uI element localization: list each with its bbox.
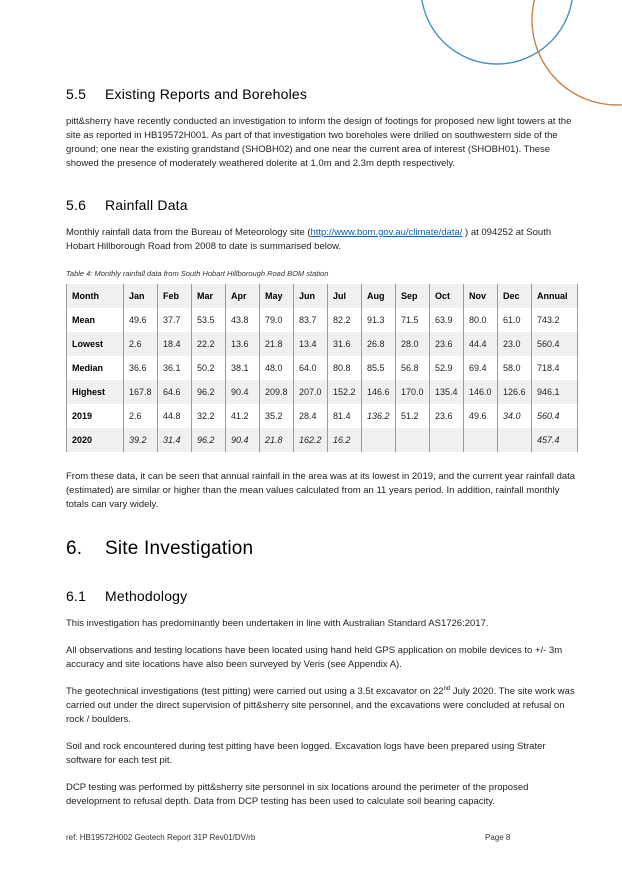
table-cell: 31.4 xyxy=(158,428,192,452)
table-header-cell: Feb xyxy=(158,284,192,308)
table-header-cell: Jan xyxy=(124,284,158,308)
table-cell: 96.2 xyxy=(192,380,226,404)
paragraph-rainfall-intro xyxy=(66,226,577,254)
table-cell: 22.2 xyxy=(192,332,226,356)
paragraph-methodology-3 xyxy=(66,685,577,727)
table-cell: 136.2 xyxy=(362,404,396,428)
paragraph-methodology-1: This investigation has predominantly been undertaken in line with Australian Standard AS1726:2017. xyxy=(66,618,489,629)
table-cell: 44.4 xyxy=(464,332,498,356)
bom-website-link[interactable]: http://www.bom.gov.au/climate/data/ xyxy=(310,227,463,238)
table-cell: 34.0 xyxy=(498,404,532,428)
table-cell: 49.6 xyxy=(124,308,158,332)
table-cell: 560.4 xyxy=(532,332,578,356)
table-cell: 28.0 xyxy=(396,332,430,356)
table-cell: 126.6 xyxy=(498,380,532,404)
table-row-label: Lowest xyxy=(67,332,124,356)
rainfall-intro-before-link: Monthly rainfall data from the Bureau of Meteorology site ( xyxy=(66,227,311,238)
table-row-label: Median xyxy=(67,356,124,380)
table-cell: 71.5 xyxy=(396,308,430,332)
table-cell xyxy=(464,428,498,452)
table-header-cell: Jul xyxy=(328,284,362,308)
table-cell: 31.6 xyxy=(328,332,362,356)
table-cell: 718.4 xyxy=(532,356,578,380)
table-cell: 207.0 xyxy=(294,380,328,404)
table-cell: 170.0 xyxy=(396,380,430,404)
rainfall-intro-after-link: ) at 094252 at South Hobart Hillborough Road from 2008 to date is summarised below. xyxy=(66,227,552,252)
table-cell: 2.6 xyxy=(124,332,158,356)
table-cell: 743.2 xyxy=(532,308,578,332)
table-cell: 23.6 xyxy=(430,404,464,428)
table-cell: 50.2 xyxy=(192,356,226,380)
table-header-cell: Month xyxy=(67,284,124,308)
heading-title: Site Investigation xyxy=(105,538,254,559)
table-cell: 51.2 xyxy=(396,404,430,428)
table-cell: 457.4 xyxy=(532,428,578,452)
heading-number: 5.6 xyxy=(66,197,87,213)
table-cell xyxy=(362,428,396,452)
table-cell: 26.8 xyxy=(362,332,396,356)
table-cell: 61.0 xyxy=(498,308,532,332)
heading-number: 5.5 xyxy=(66,86,87,102)
paragraph-methodology-5: DCP testing was performed by pitt&sherry site personnel in six locations around the perimeter of the proposed development to refusal depth. Data from DCP testing has been used to calculate soil bearing capacity. xyxy=(66,782,529,807)
table-cell: 2.6 xyxy=(124,404,158,428)
table-row xyxy=(67,380,578,404)
methodology-3-before-sup: The geotechnical investigations (test pitting) were carried out using a 3.5t excavator on 22 xyxy=(66,686,444,697)
table-cell: 80.0 xyxy=(464,308,498,332)
table-header-cell: Sep xyxy=(396,284,430,308)
heading-rainfall-data xyxy=(66,197,577,213)
table-row xyxy=(67,332,578,356)
table-cell: 18.4 xyxy=(158,332,192,356)
table-caption: Table 4: Monthly rainfall data from South Hobart Hillborough Road BOM station xyxy=(66,269,329,278)
table-cell: 28.4 xyxy=(294,404,328,428)
footer-reference: ref: HB19572H002 Geotech Report 31P Rev01/DV/rb xyxy=(66,833,256,842)
rainfall-table xyxy=(66,284,578,452)
table-header-cell: Jun xyxy=(294,284,328,308)
table-cell: 37.7 xyxy=(158,308,192,332)
table-header-cell: Apr xyxy=(226,284,260,308)
table-cell: 41.2 xyxy=(226,404,260,428)
table-cell: 56.8 xyxy=(396,356,430,380)
table-cell: 91.3 xyxy=(362,308,396,332)
table-cell: 48.0 xyxy=(260,356,294,380)
ordinal-superscript: nd xyxy=(443,685,451,692)
table-cell xyxy=(396,428,430,452)
paragraph-methodology-2: All observations and testing locations have been located using hand held GPS application on mobile devices to +/- 3m accuracy and site locations have also been surveyed by Veris (see Appendix A). xyxy=(66,645,563,670)
table-cell: 23.0 xyxy=(498,332,532,356)
table-cell: 85.5 xyxy=(362,356,396,380)
table-cell: 38.1 xyxy=(226,356,260,380)
table-cell: 53.5 xyxy=(192,308,226,332)
table-cell: 209.8 xyxy=(260,380,294,404)
table-cell: 90.4 xyxy=(226,428,260,452)
table-row-label: Highest xyxy=(67,380,124,404)
table-row xyxy=(67,356,578,380)
methodology-3-after-sup: July 2020. The site work was carried out under the direct supervision of pitt&sherry site personnel, and the excavations were concluded at refusal on rock / boulders. xyxy=(66,686,575,725)
table-cell: 135.4 xyxy=(430,380,464,404)
table-cell: 90.4 xyxy=(226,380,260,404)
table-cell: 146.6 xyxy=(362,380,396,404)
table-cell: 162.2 xyxy=(294,428,328,452)
table-cell: 49.6 xyxy=(464,404,498,428)
table-cell: 946.1 xyxy=(532,380,578,404)
table-cell: 152.2 xyxy=(328,380,362,404)
table-cell: 96.2 xyxy=(192,428,226,452)
table-row xyxy=(67,404,578,428)
table-cell: 63.9 xyxy=(430,308,464,332)
table-cell: 167.8 xyxy=(124,380,158,404)
paragraph-methodology-4: Soil and rock encountered during test pitting have been logged. Excavation logs have been prepared using Strater software for each test pit. xyxy=(66,741,546,766)
table-header-cell: Nov xyxy=(464,284,498,308)
table-cell: 13.6 xyxy=(226,332,260,356)
heading-number: 6. xyxy=(66,538,83,559)
table-cell: 32.2 xyxy=(192,404,226,428)
table-cell: 83.7 xyxy=(294,308,328,332)
table-cell: 36.6 xyxy=(124,356,158,380)
table-header-cell: Dec xyxy=(498,284,532,308)
table-cell: 36.1 xyxy=(158,356,192,380)
heading-number: 6.1 xyxy=(66,588,87,604)
table-cell: 80.8 xyxy=(328,356,362,380)
page-footer xyxy=(66,833,577,842)
table-cell: 21.8 xyxy=(260,332,294,356)
table-cell: 52.9 xyxy=(430,356,464,380)
table-cell xyxy=(430,428,464,452)
table-cell: 82.2 xyxy=(328,308,362,332)
table-cell: 35.2 xyxy=(260,404,294,428)
heading-title: Existing Reports and Boreholes xyxy=(105,86,308,102)
table-cell: 13.4 xyxy=(294,332,328,356)
blue-circle-outline xyxy=(421,0,573,64)
table-cell xyxy=(498,428,532,452)
table-header-cell: Mar xyxy=(192,284,226,308)
table-cell: 560.4 xyxy=(532,404,578,428)
table-cell: 64.0 xyxy=(294,356,328,380)
table-cell: 81.4 xyxy=(328,404,362,428)
table-row-label: 2020 xyxy=(67,428,124,452)
heading-site-investigation xyxy=(66,538,577,560)
table-cell: 79.0 xyxy=(260,308,294,332)
table-cell: 64.6 xyxy=(158,380,192,404)
table-cell: 69.4 xyxy=(464,356,498,380)
table-header-cell: May xyxy=(260,284,294,308)
table-cell: 43.8 xyxy=(226,308,260,332)
heading-title: Rainfall Data xyxy=(105,197,188,213)
page-number: Page 8 xyxy=(485,833,511,842)
paragraph-existing-reports: pitt&sherry have recently conducted an investigation to inform the design of footings for proposed new light towers at the site as reported in HB19572H001. As part of that investigation two boreholes were drilled on southwestern side of the ground; one near the existing grandstand (SHOBH02) and one near the current area of interest (SHOBH01). These showed the presence of moderately weathered dolerite at 1.0m and 2.3m depth respectively. xyxy=(66,116,572,169)
table-header-cell: Aug xyxy=(362,284,396,308)
table-row-label: Mean xyxy=(67,308,124,332)
table-cell: 23.6 xyxy=(430,332,464,356)
table-header-cell: Oct xyxy=(430,284,464,308)
heading-title: Methodology xyxy=(105,588,188,604)
heading-existing-reports xyxy=(66,86,577,102)
table-cell: 146.0 xyxy=(464,380,498,404)
table-row-label: 2019 xyxy=(67,404,124,428)
table-row xyxy=(67,308,578,332)
page-content xyxy=(66,86,577,809)
table-cell: 16.2 xyxy=(328,428,362,452)
table-row xyxy=(67,428,578,452)
table-cell: 39.2 xyxy=(124,428,158,452)
table-cell: 21.8 xyxy=(260,428,294,452)
paragraph-rainfall-conclusion: From these data, it can be seen that annual rainfall in the area was at its lowest in 2019, and the current year rainfall data (estimated) are similar or higher than the mean values calculated from an 11 years period. In addition, rainfall monthly totals can vary widely. xyxy=(66,471,576,510)
table-header-cell: Annual xyxy=(532,284,578,308)
table-cell: 44.8 xyxy=(158,404,192,428)
table-cell: 58.0 xyxy=(498,356,532,380)
heading-methodology xyxy=(66,588,577,604)
table-header-row xyxy=(67,284,578,308)
